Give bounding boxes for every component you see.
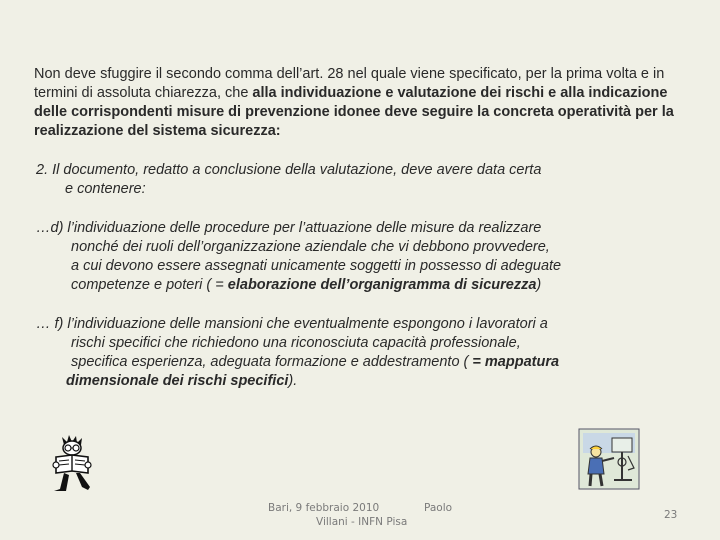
item-f-line-4 — [36, 372, 686, 391]
footer-author-first: Paolo — [424, 502, 453, 514]
paragraph-item-f — [36, 315, 686, 391]
item-f-line-3-text: specifica esperienza, adeguata formazione e addestramento ( — [71, 354, 473, 370]
item-f-line-2: rischi specifici che richiedono una riconosciuta capacità professionale, — [71, 335, 521, 351]
item-d-line-3: a cui devono essere assegnati unicamente soggetti in possesso di adeguate — [71, 258, 562, 274]
paragraph-document — [36, 161, 686, 199]
item-d-line-4-end: ) — [536, 277, 542, 293]
document-line-2: e contenere: — [65, 181, 146, 197]
item-f-line-1: … f) l’individuazione delle mansioni che eventualmente espongono i lavoratori a — [36, 316, 548, 332]
reading-man-icon — [50, 435, 108, 493]
footer-author-rest: Villani - INFN Pisa — [316, 516, 408, 528]
item-d-line-4 — [36, 276, 686, 295]
item-f-line-4-end: ). — [288, 373, 298, 389]
item-d-line-1: …d) l’individuazione delle procedure per l’attuazione delle misure da realizzare — [36, 220, 542, 236]
intro-text: Non deve sfuggire il secondo comma dell’art. 28 nel quale viene specificato, per la prima volta e in termini di assoluta chiarezza, che — [34, 66, 665, 101]
item-f-line-3 — [36, 353, 686, 372]
footer-place-date: Bari, 9 febbraio 2010 — [268, 502, 380, 514]
paragraph-intro — [34, 65, 684, 141]
paragraph-item-d — [36, 219, 686, 295]
item-d-emphasis: elaborazione dell’organigramma di sicurezza — [227, 277, 537, 293]
item-d-line-4-text: competenze e poteri ( = — [71, 277, 228, 293]
worker-machine-icon — [578, 428, 640, 490]
page-number: 23 — [664, 509, 678, 521]
item-f-emphasis-2: dimensionale dei rischi specifici — [66, 373, 289, 389]
document-line-1: 2. Il documento, redatto a conclusione della valutazione, deve avere data certa — [36, 162, 542, 178]
item-d-line-2: nonché dei ruoli dell’organizzazione aziendale che vi debbono provvedere, — [71, 239, 550, 255]
intro-bold-text: alla individuazione e valutazione dei rischi e alla indicazione delle corrispondenti misure di prevenzione idonee deve seguire la concreta operatività per la realizzazione del sistema sicurezza: — [34, 85, 674, 139]
item-f-emphasis-1: = mappatura — [472, 354, 560, 370]
